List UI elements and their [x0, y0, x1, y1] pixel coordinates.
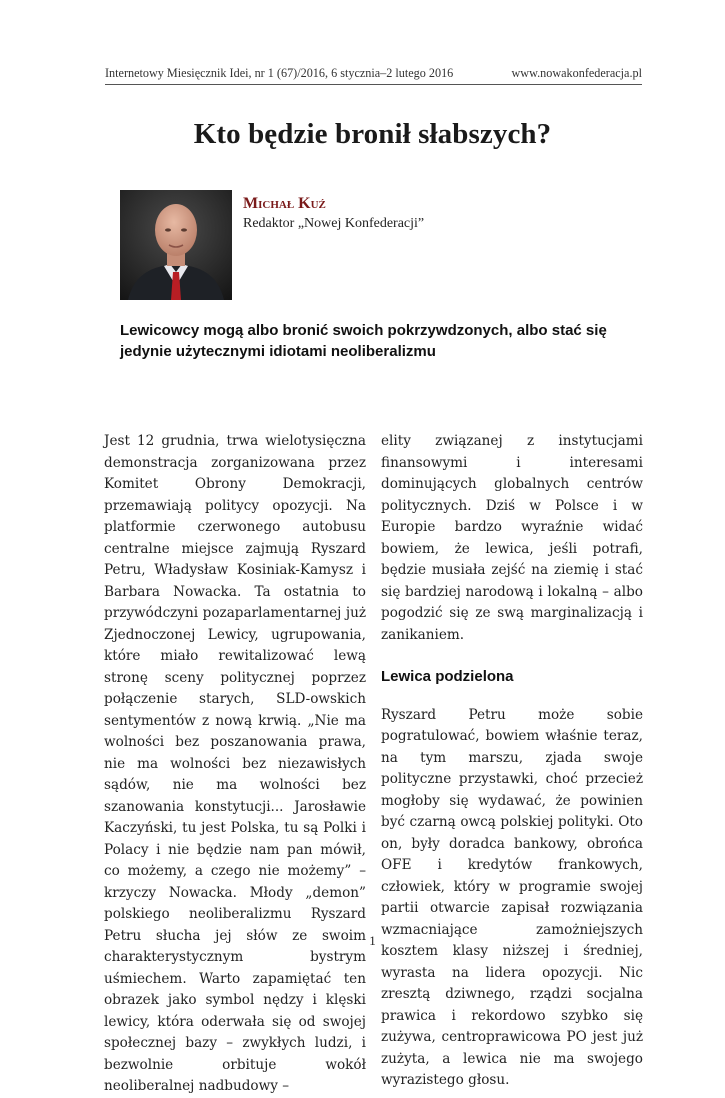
body-paragraph: Ryszard Petru może sobie pogratulować, bowiem właśnie teraz, na tym marszu, zjada swoje polityczne przystawki, choć przecież mogłoby się wydawać, że powinien być czarną owcą polskiej polityki. Oto on, były doradca bankowy, obrońca OFE i kredytów frankowych, człowiek, który w programie swojej partii otwarcie zapisał rozwiązania wzmacniające zamożniejszych kosztem klasy niższej i średniej, wyrasta na lidera opozycji. Nic zresztą dziwnego, rządzi socjalna prawica i rekordowo szybko się zużywa, centroprawicowa PO jest już zużyta, a lewica nie ma swojego wyrazistego głosu. — [381, 706, 643, 1088]
left-column — [104, 431, 366, 1098]
section-heading: Lewica podzielona — [381, 668, 514, 685]
author-role: Redaktor „Nowej Konfederacji” — [243, 216, 425, 231]
body-paragraph: Jest 12 grudnia, trwa wielotysięczna demonstracja zorganizowana przez Komitet Obrony Demokracji, przemawiają politycy opozycji. Na platformie czerwonego autobusu centralne miejsce zajmują Ryszard Petru, Władysław Kosiniak-Kamysz i Barbara Nowacka. Ta ostatnia to przywódczyni pozaparlamentarnej już Zjednoczonej Lewicy, ugrupowania, które miało rewitalizować lewą stronę sceny politycznej poprzez połączenie starych, SLD-owskich sentymentów z nową krwią. „Nie ma wolności bez poszanowania prawa, nie ma wolności bez niezawisłych sądów, nie ma wolności bez szanowania konstytucji... Jarosławie Kaczyński, tu jest Polska, tu są Polki i Polacy i nie będzie nam pan mówił, co możemy, a czego nie możemy” – krzyczy Nowacka. Młody „demon” polskiego neoliberalizmu Ryszard Petru słucha jej słów ze swoim charakterystycznym bystrym uśmiechem. Warto zapamiętać ten obrazek jako symbol nędzy i klęski lewicy, która oderwała się od swojej społecznej bazy – zwykłych ludzi, i bezwolnie orbituje wokół neoliberalnej nadbudowy – — [104, 433, 366, 1094]
page-number: 1 — [369, 933, 376, 948]
author-photo — [120, 190, 232, 300]
body-paragraph: elity związanej z instytucjami finansowymi i interesami dominujących globalnych centrów politycznych. Dziś w Polsce i w Europie bardzo wyraźnie widać bowiem, że lewica, jeśli potrafi, będzie musiała zejść na ziemię i stać się bardziej narodową i lokalną – albo pogodzić się ze swą marginalizacją i zanikaniem. — [381, 433, 643, 643]
journal-issue-text: Internetowy Miesięcznik Idei, nr 1 (67)/2016, 6 stycznia–2 lutego 2016 — [105, 66, 454, 80]
author-name: Michał Kuź — [243, 195, 326, 212]
running-header — [105, 66, 642, 85]
article-title: Kto będzie bronił słabszych? — [193, 118, 552, 150]
article-lead: Lewicowcy mogą albo bronić swoich pokrzywdzonych, albo stać się jedynie użytecznymi idiotami neoliberalizmu — [120, 322, 607, 360]
website-url[interactable]: www.nowakonfederacja.pl — [511, 66, 642, 80]
right-column — [381, 431, 643, 1092]
